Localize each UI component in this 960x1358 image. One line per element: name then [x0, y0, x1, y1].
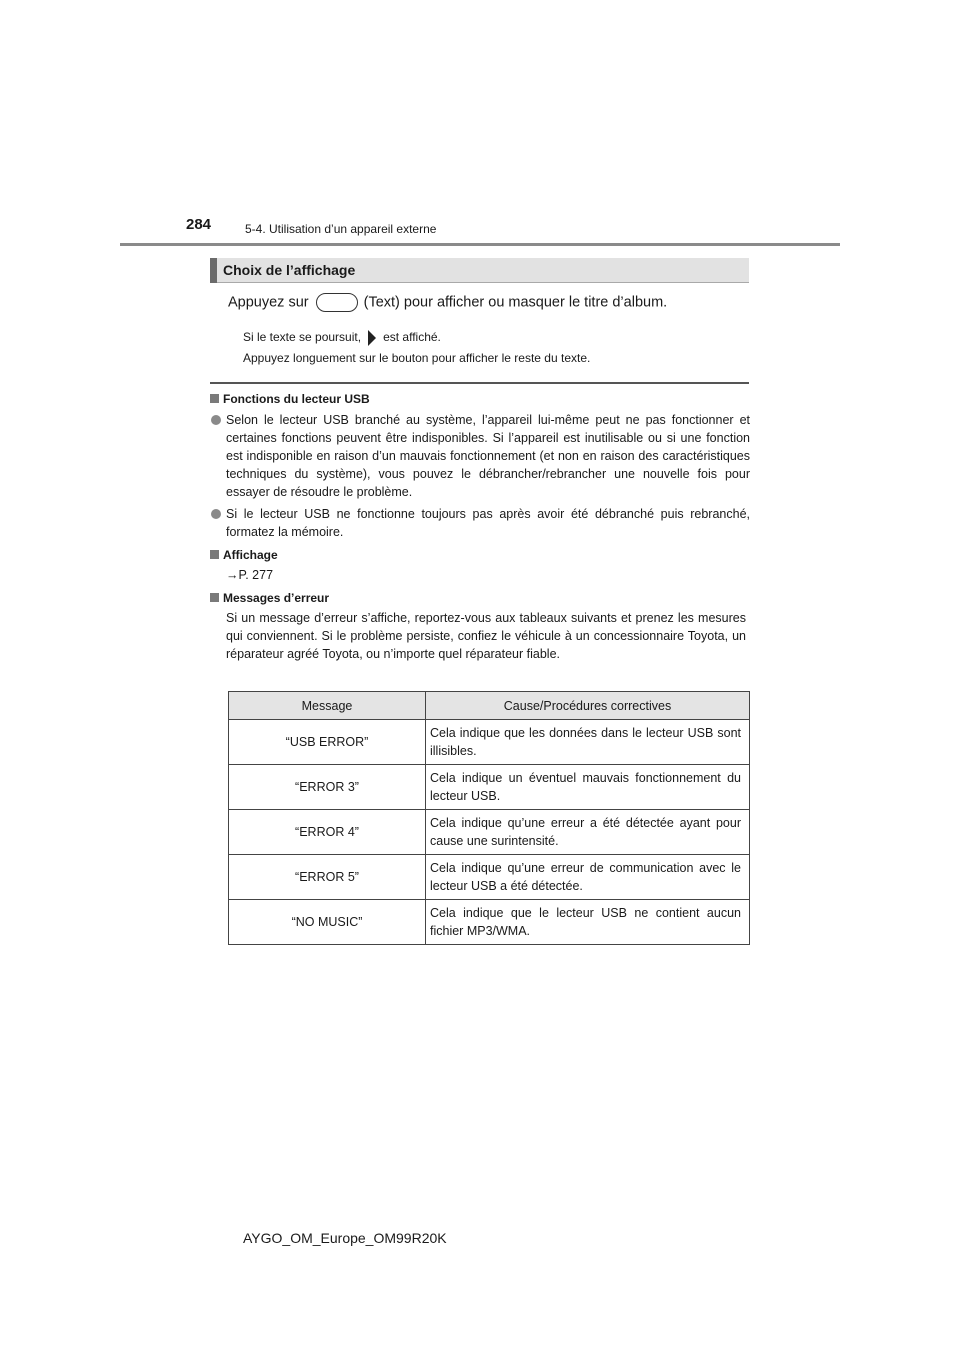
table-header-row: [229, 692, 750, 720]
note1-text-after: est affiché.: [383, 330, 441, 345]
page-number: 284: [186, 216, 212, 233]
chapter-title: 5-4. Utilisation d’un appareil externe: [245, 222, 437, 236]
section-heading-text: Choix de l’affichage: [223, 262, 356, 278]
list-item-text: Selon le lecteur USB branché au système, l’appareil lui-même peut ne pas fonctionner et certaines fonctions peuvent être indisponibles. Si l’appareil est inutilisable ou si une fonction est indisponible en raison d’un mauvais fonctionnement (et non en raison des caractéristiques techniques du système), vous pouvez le débrancher/rebrancher une nouvelle fois pour essayer de résoudre le problème.: [226, 413, 750, 499]
column-header-cause: Cause/Procédures correctives: [426, 692, 750, 720]
square-bullet-icon: [210, 593, 219, 602]
message-cell: “USB ERROR”: [229, 720, 426, 765]
list-item: [210, 505, 750, 541]
message-cell: “ERROR 5”: [229, 855, 426, 900]
heading-accent-bar: [210, 258, 217, 283]
message-cell: “ERROR 4”: [229, 810, 426, 855]
display-heading-text: Affichage: [223, 548, 278, 562]
page-reference: →P. 277: [226, 568, 274, 582]
list-item-text: Si le lecteur USB ne fonctionne toujours pas après avoir été débranché puis rebranché, formatez la mémoire.: [226, 507, 750, 539]
section-heading: [210, 258, 749, 283]
table-row: [229, 810, 750, 855]
table-row: [229, 900, 750, 945]
instruction-text-before: Appuyez sur: [228, 294, 309, 311]
column-header-message: Message: [229, 692, 426, 720]
message-cell: “NO MUSIC”: [229, 900, 426, 945]
note-long-press: Appuyez longuement sur le bouton pour afficher le reste du texte.: [243, 351, 591, 365]
table-row: [229, 720, 750, 765]
section-divider: [210, 382, 749, 384]
cause-cell: Cela indique un éventuel mauvais fonctionnement du lecteur USB.: [426, 765, 750, 810]
message-cell: “ERROR 3”: [229, 765, 426, 810]
circle-bullet-icon: [211, 509, 221, 519]
note-continuation: [243, 329, 441, 347]
instruction-line: [228, 293, 667, 312]
cause-cell: Cela indique qu’une erreur de communication avec le lecteur USB a été détectée.: [426, 855, 750, 900]
error-messages-table: [228, 691, 750, 945]
circle-bullet-icon: [211, 415, 221, 425]
cause-cell: Cela indique que les données dans le lecteur USB sont illisibles.: [426, 720, 750, 765]
errors-heading: [210, 591, 329, 605]
display-heading: [210, 548, 278, 562]
table-row: [229, 855, 750, 900]
continue-arrow-icon: [365, 329, 379, 347]
cause-cell: Cela indique que le lecteur USB ne contient aucun fichier MP3/WMA.: [426, 900, 750, 945]
usb-functions-heading: [210, 392, 370, 406]
errors-heading-text: Messages d’erreur: [223, 591, 330, 605]
document-code-footer: AYGO_OM_Europe_OM99R20K: [243, 1230, 447, 1246]
text-button-icon: [316, 293, 358, 312]
instruction-text-after: (Text) pour afficher ou masquer le titre d’album.: [363, 294, 668, 311]
square-bullet-icon: [210, 394, 219, 403]
list-item: [210, 411, 750, 501]
table-row: [229, 765, 750, 810]
cause-cell: Cela indique qu’une erreur a été détectée ayant pour cause une surintensité.: [426, 810, 750, 855]
note1-text-before: Si le texte se poursuit,: [243, 330, 362, 345]
usb-functions-heading-text: Fonctions du lecteur USB: [223, 392, 370, 406]
errors-paragraph: Si un message d’erreur s’affiche, reportez-vous aux tableaux suivants et prenez les mesures qui conviennent. Si le problème persiste, confiez le véhicule à un concessionnaire Toyota, un réparateur agréé Toyota, ou n’importe quel réparateur fiable.: [226, 611, 746, 661]
header-divider: [120, 243, 840, 246]
square-bullet-icon: [210, 550, 219, 559]
